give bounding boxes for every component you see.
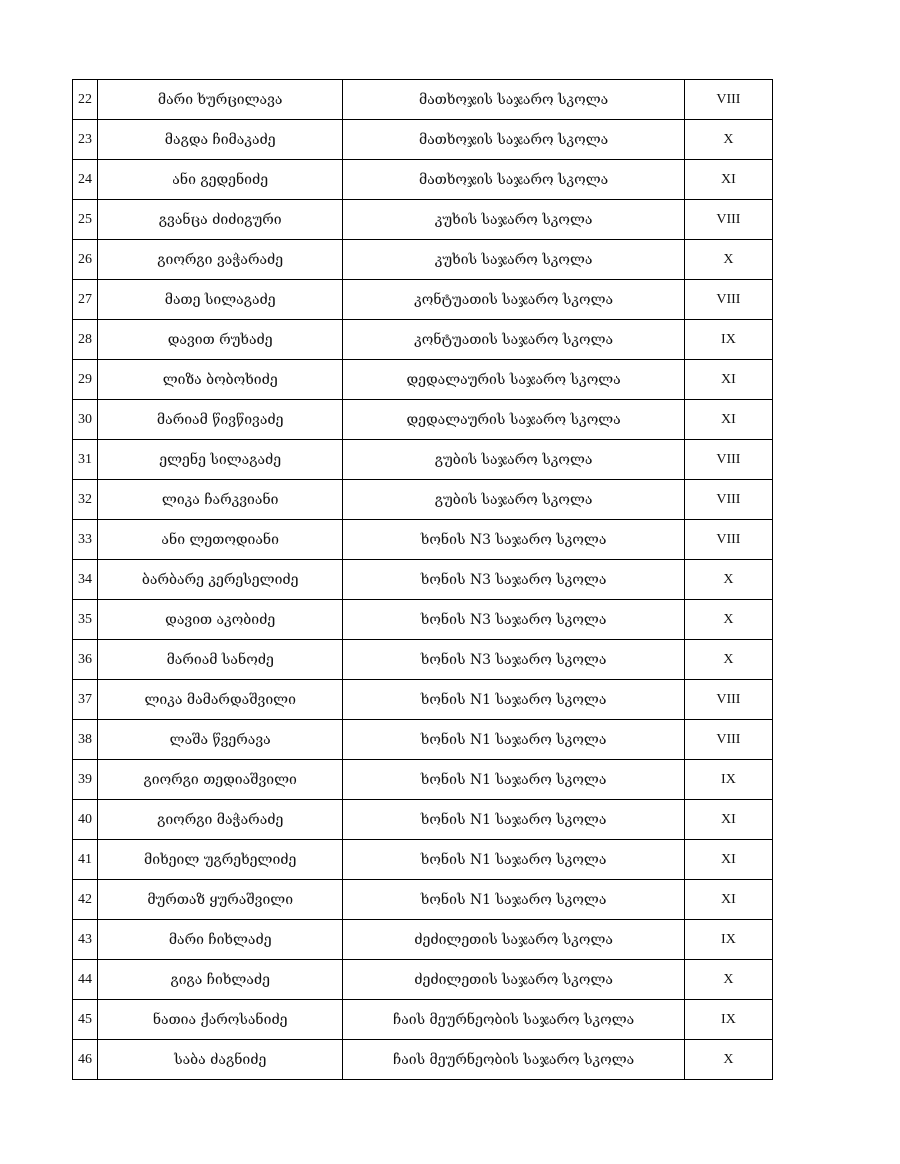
table-row (73, 600, 773, 640)
grade-class: X (684, 120, 772, 160)
table-row (73, 760, 773, 800)
row-number: 31 (73, 440, 98, 480)
table-row (73, 920, 773, 960)
student-name: საბა ძაგნიძე (98, 1040, 343, 1080)
row-number: 39 (73, 760, 98, 800)
row-number: 22 (73, 80, 98, 120)
student-name: გვანცა ძიძიგური (98, 200, 343, 240)
table-row (73, 400, 773, 440)
school-name: ხონის N1 საჯარო სკოლა (343, 800, 684, 840)
student-name: მარიამ წივწივაძე (98, 400, 343, 440)
student-name: ლიკა ჩარკვიანი (98, 480, 343, 520)
row-number: 46 (73, 1040, 98, 1080)
grade-class: VIII (684, 80, 772, 120)
table-row (73, 840, 773, 880)
student-name: გიორგი მაჭარაძე (98, 800, 343, 840)
grade-class: XI (684, 360, 772, 400)
table-row (73, 1000, 773, 1040)
table-row (73, 800, 773, 840)
grade-class: XI (684, 880, 772, 920)
row-number: 24 (73, 160, 98, 200)
students-table-body (73, 80, 773, 1080)
school-name: ჩაის მეურნეობის საჯარო სკოლა (343, 1040, 684, 1080)
table-row (73, 640, 773, 680)
row-number: 30 (73, 400, 98, 440)
student-name: მარი ხურცილავა (98, 80, 343, 120)
school-name: ხონის N3 საჯარო სკოლა (343, 560, 684, 600)
grade-class: X (684, 240, 772, 280)
school-name: ხონის N3 საჯარო სკოლა (343, 520, 684, 560)
table-row (73, 720, 773, 760)
school-name: ხონის N1 საჯარო სკოლა (343, 880, 684, 920)
student-name: მარიამ სანოძე (98, 640, 343, 680)
grade-class: VIII (684, 200, 772, 240)
student-name: მურთაზ ყურაშვილი (98, 880, 343, 920)
student-name: ანი გედენიძე (98, 160, 343, 200)
grade-class: XI (684, 160, 772, 200)
table-row (73, 520, 773, 560)
row-number: 27 (73, 280, 98, 320)
student-name: ლიზა ბობოხიძე (98, 360, 343, 400)
student-name: ნათია ქაროსანიძე (98, 1000, 343, 1040)
student-name: მიხეილ უგრეხელიძე (98, 840, 343, 880)
grade-class: VIII (684, 280, 772, 320)
student-name: დავით რუხაძე (98, 320, 343, 360)
grade-class: X (684, 960, 772, 1000)
row-number: 25 (73, 200, 98, 240)
row-number: 44 (73, 960, 98, 1000)
grade-class: XI (684, 840, 772, 880)
grade-class: IX (684, 760, 772, 800)
student-name: ელენე სილაგაძე (98, 440, 343, 480)
table-row (73, 160, 773, 200)
grade-class: X (684, 600, 772, 640)
grade-class: VIII (684, 480, 772, 520)
grade-class: VIII (684, 520, 772, 560)
table-row (73, 320, 773, 360)
student-name: ლაშა წვერავა (98, 720, 343, 760)
school-name: ხონის N1 საჯარო სკოლა (343, 680, 684, 720)
table-row (73, 200, 773, 240)
school-name: ძეძილეთის საჯარო სკოლა (343, 960, 684, 1000)
school-name: მათხოჯის საჯარო სკოლა (343, 80, 684, 120)
table-row (73, 960, 773, 1000)
row-number: 40 (73, 800, 98, 840)
table-row (73, 1040, 773, 1080)
table-row (73, 480, 773, 520)
student-name: ბარბარე კერესელიძე (98, 560, 343, 600)
table-row (73, 280, 773, 320)
row-number: 35 (73, 600, 98, 640)
row-number: 37 (73, 680, 98, 720)
row-number: 23 (73, 120, 98, 160)
students-table (72, 79, 773, 1080)
school-name: ძეძილეთის საჯარო სკოლა (343, 920, 684, 960)
grade-class: XI (684, 800, 772, 840)
school-name: კუხის საჯარო სკოლა (343, 200, 684, 240)
student-name: მარი ჩიხლაძე (98, 920, 343, 960)
row-number: 41 (73, 840, 98, 880)
grade-class: X (684, 640, 772, 680)
table-row (73, 360, 773, 400)
table-row (73, 880, 773, 920)
table-row (73, 560, 773, 600)
grade-class: VIII (684, 720, 772, 760)
row-number: 45 (73, 1000, 98, 1040)
table-row (73, 240, 773, 280)
school-name: გუბის საჯარო სკოლა (343, 480, 684, 520)
row-number: 43 (73, 920, 98, 960)
school-name: გუბის საჯარო სკოლა (343, 440, 684, 480)
row-number: 29 (73, 360, 98, 400)
grade-class: VIII (684, 440, 772, 480)
student-name: გიორგი ვაჭარაძე (98, 240, 343, 280)
student-name: მათე სილაგაძე (98, 280, 343, 320)
student-name: მაგდა ჩიმაკაძე (98, 120, 343, 160)
grade-class: VIII (684, 680, 772, 720)
school-name: კონტუათის საჯარო სკოლა (343, 320, 684, 360)
school-name: ხონის N1 საჯარო სკოლა (343, 760, 684, 800)
school-name: მათხოჯის საჯარო სკოლა (343, 120, 684, 160)
row-number: 28 (73, 320, 98, 360)
row-number: 34 (73, 560, 98, 600)
table-row (73, 680, 773, 720)
school-name: ხონის N3 საჯარო სკოლა (343, 600, 684, 640)
grade-class: IX (684, 320, 772, 360)
school-name: დედალაურის საჯარო სკოლა (343, 400, 684, 440)
student-name: ლიკა მამარდაშვილი (98, 680, 343, 720)
school-name: მათხოჯის საჯარო სკოლა (343, 160, 684, 200)
row-number: 42 (73, 880, 98, 920)
grade-class: X (684, 1040, 772, 1080)
school-name: ხონის N3 საჯარო სკოლა (343, 640, 684, 680)
row-number: 36 (73, 640, 98, 680)
school-name: ხონის N1 საჯარო სკოლა (343, 840, 684, 880)
student-name: დავით აკობიძე (98, 600, 343, 640)
grade-class: IX (684, 920, 772, 960)
row-number: 38 (73, 720, 98, 760)
table-row (73, 80, 773, 120)
school-name: კონტუათის საჯარო სკოლა (343, 280, 684, 320)
school-name: ჩაის მეურნეობის საჯარო სკოლა (343, 1000, 684, 1040)
student-name: გიორგი თედიაშვილი (98, 760, 343, 800)
row-number: 26 (73, 240, 98, 280)
school-name: დედალაურის საჯარო სკოლა (343, 360, 684, 400)
grade-class: X (684, 560, 772, 600)
student-name: გიგა ჩიხლაძე (98, 960, 343, 1000)
student-name: ანი ლეთოდიანი (98, 520, 343, 560)
school-name: კუხის საჯარო სკოლა (343, 240, 684, 280)
table-row (73, 120, 773, 160)
row-number: 33 (73, 520, 98, 560)
grade-class: XI (684, 400, 772, 440)
table-row (73, 440, 773, 480)
grade-class: IX (684, 1000, 772, 1040)
school-name: ხონის N1 საჯარო სკოლა (343, 720, 684, 760)
row-number: 32 (73, 480, 98, 520)
